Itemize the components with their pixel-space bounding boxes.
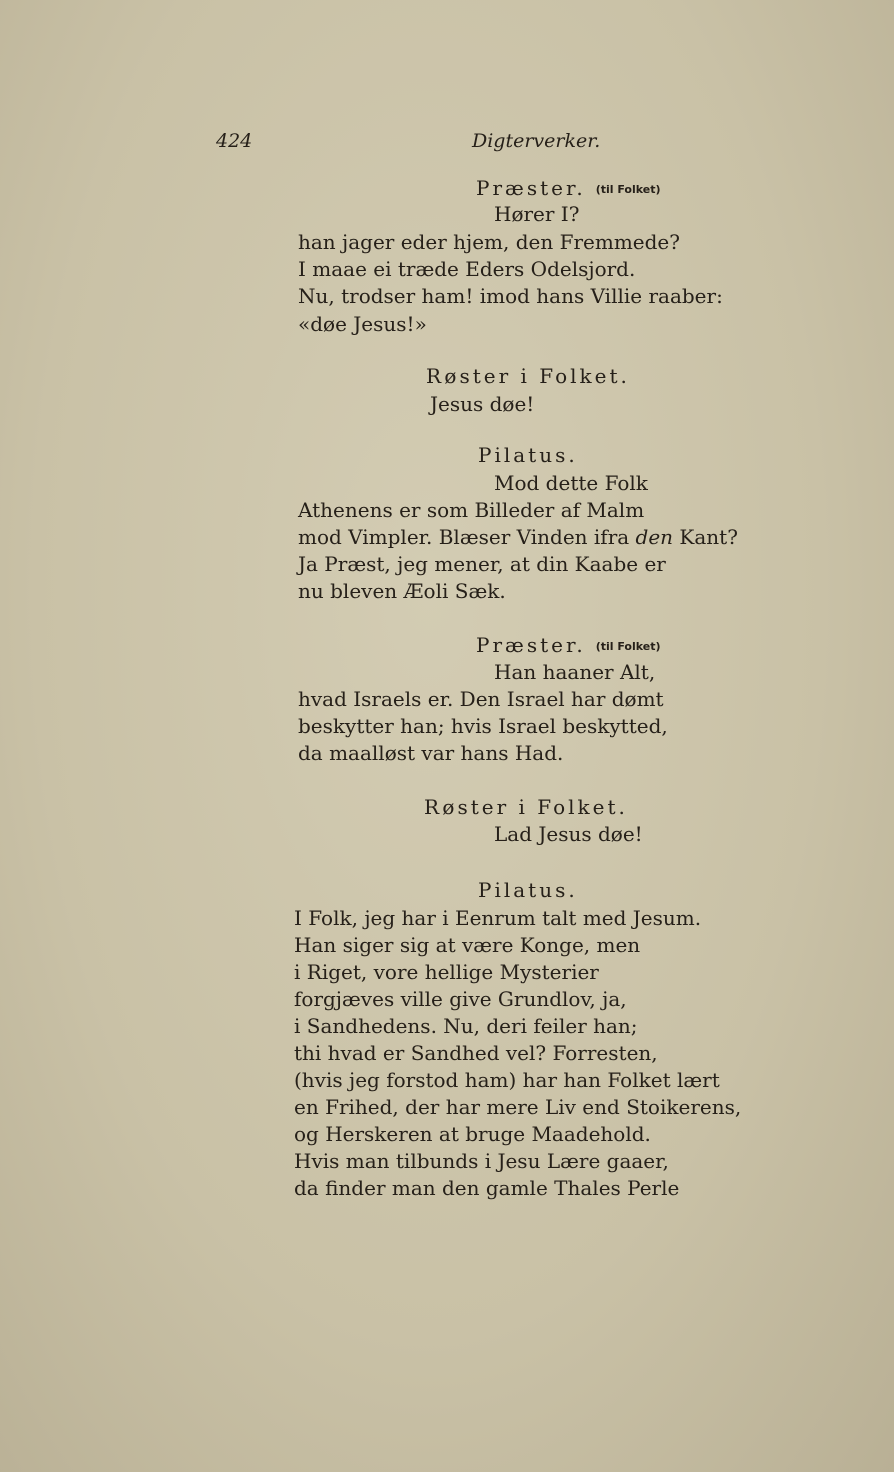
- verse-line: Lad Jesus døe!: [494, 822, 643, 846]
- verse-text: mod Vimpler. Blæser Vinden ifra: [298, 525, 630, 549]
- speaker-name: [476, 632, 661, 660]
- verse-line: da maalløst var hans Had.: [298, 741, 564, 765]
- verse-line: i Sandhedens. Nu, deri feiler han;: [294, 1014, 638, 1038]
- speaker-label: Præster.: [476, 633, 586, 657]
- running-title: Digterverker.: [472, 130, 601, 152]
- verse-line: en Frihed, der har mere Liv end Stoikerens,: [294, 1095, 742, 1119]
- speaker-name: Røster i Folket.: [424, 795, 628, 819]
- speaker-label: Præster.: [476, 176, 586, 200]
- verse-line: I Folk, jeg har i Eenrum talt med Jesum.: [294, 906, 702, 930]
- stage-direction: (til Folket): [595, 640, 661, 653]
- verse-line: Jesus døe!: [430, 392, 535, 416]
- verse-line: Han siger sig at være Konge, men: [294, 933, 641, 957]
- verse-line: Mod dette Folk: [494, 471, 648, 495]
- verse-line: han jager eder hjem, den Fremmede?: [298, 230, 680, 254]
- verse-line: Hvis man tilbunds i Jesu Lære gaaer,: [294, 1149, 669, 1173]
- verse-line: thi hvad er Sandhed vel? Forresten,: [294, 1041, 658, 1065]
- verse-line: i Riget, vore hellige Mysterier: [294, 960, 599, 984]
- verse-line: Han haaner Alt,: [494, 660, 656, 684]
- verse-text: Kant?: [679, 525, 738, 549]
- verse-line: og Herskeren at bruge Maadehold.: [294, 1122, 651, 1146]
- verse-line: I maae ei træde Eders Odelsjord.: [298, 257, 636, 281]
- page-number: 424: [216, 130, 253, 152]
- verse-line: (hvis jeg forstod ham) har han Folket lært: [294, 1068, 720, 1092]
- speaker-name: Pilatus.: [478, 443, 578, 467]
- verse-line: forgjæves ville give Grundlov, ja,: [294, 987, 627, 1011]
- verse-line: beskytter han; hvis Israel beskytted,: [298, 714, 668, 738]
- stage-direction: (til Folket): [595, 183, 661, 196]
- verse-line: nu bleven Æoli Sæk.: [298, 579, 506, 603]
- verse-line: Hører I?: [494, 202, 580, 226]
- emphasis-text: den: [635, 525, 674, 549]
- verse-line: [298, 524, 738, 550]
- speaker-name: Pilatus.: [478, 878, 578, 902]
- verse-line: Nu, trodser ham! imod hans Villie raaber:: [298, 284, 723, 308]
- speaker-name: [476, 175, 661, 203]
- verse-line: Ja Præst, jeg mener, at din Kaabe er: [298, 552, 666, 576]
- verse-line: hvad Israels er. Den Israel har dømt: [298, 687, 664, 711]
- verse-line: Athenens er som Billeder af Malm: [298, 498, 645, 522]
- speaker-name: Røster i Folket.: [426, 364, 630, 388]
- verse-line: «døe Jesus!»: [298, 312, 427, 336]
- verse-line: da finder man den gamle Thales Perle: [294, 1176, 680, 1200]
